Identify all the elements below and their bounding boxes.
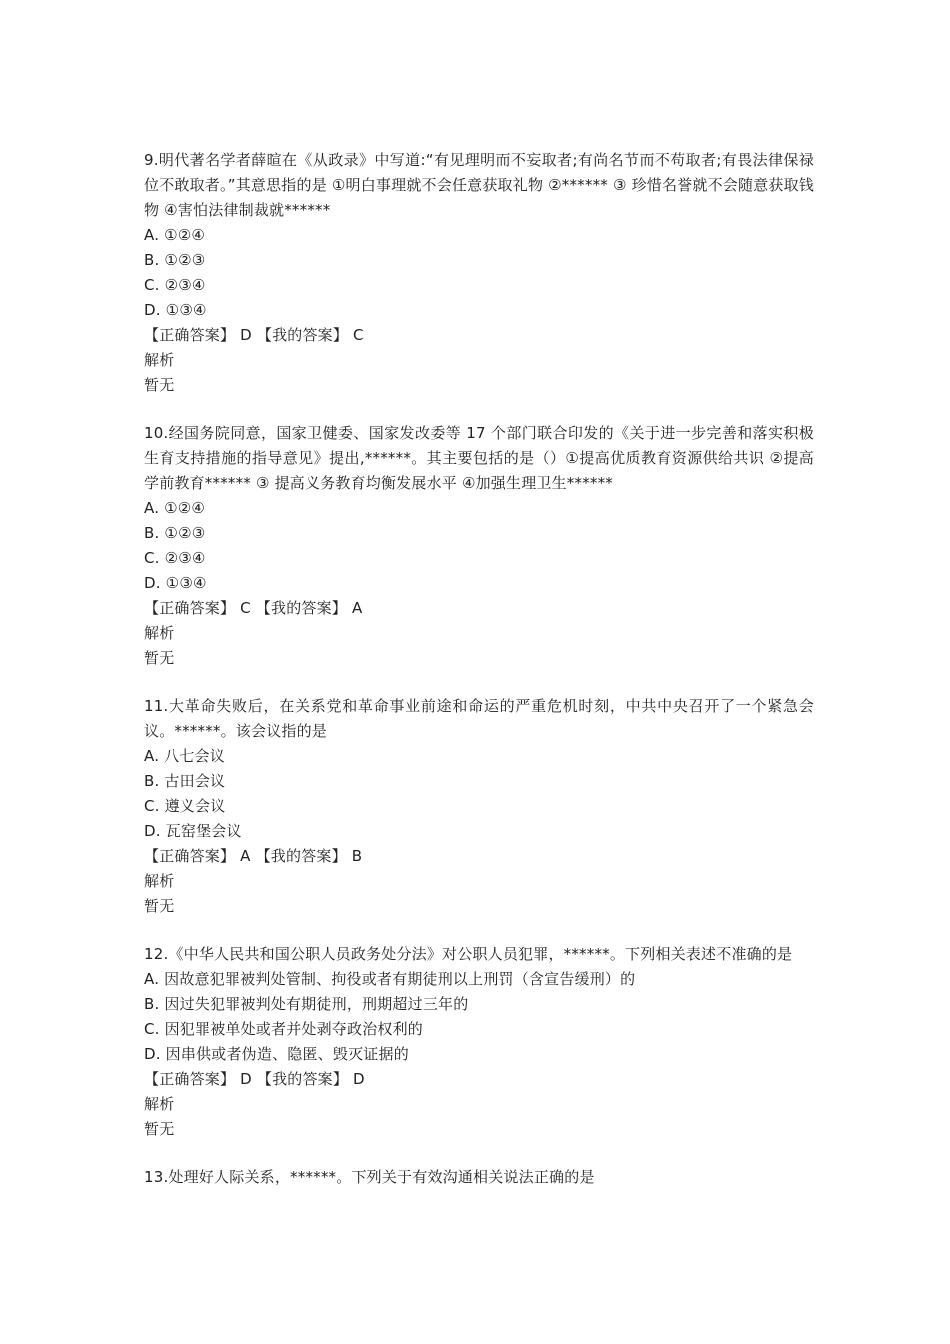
question-12: [144, 942, 814, 1142]
question-13: [144, 1165, 814, 1190]
option-d: D. 瓦窑堡会议: [144, 822, 242, 840]
option-a: A. ①②④: [144, 226, 206, 244]
option-d: D. 因串供或者伪造、隐匿、毁灭证据的: [144, 1045, 409, 1063]
option-b: B. ①②③: [144, 251, 206, 269]
option-b: B. 因过失犯罪被判处有期徒刑，刑期超过三年的: [144, 995, 469, 1013]
option-a: A. 八七会议: [144, 747, 225, 765]
option-c: C. 遵义会议: [144, 797, 226, 815]
option-c: C. ②③④: [144, 549, 206, 567]
question-10: [144, 421, 814, 671]
analysis-label: 解析: [144, 351, 175, 369]
question-text: 12.《中华人民共和国公职人员政务处分法》对公职人员犯罪，******。下列相关表述不准确的是: [144, 945, 793, 963]
option-b: B. ①②③: [144, 524, 206, 542]
option-a: A. ①②④: [144, 499, 206, 517]
analysis-text: 暂无: [144, 1120, 175, 1138]
analysis-label: 解析: [144, 624, 175, 642]
analysis-text: 暂无: [144, 897, 175, 915]
question-list: [144, 148, 814, 1213]
question-11: [144, 694, 814, 919]
answer-line: 【正确答案】 A 【我的答案】 B: [144, 847, 363, 865]
analysis-text: 暂无: [144, 649, 175, 667]
answer-line: 【正确答案】 C 【我的答案】 A: [144, 599, 363, 617]
answer-line: 【正确答案】 D 【我的答案】 D: [144, 1070, 365, 1088]
analysis-text: 暂无: [144, 376, 175, 394]
option-b: B. 古田会议: [144, 772, 226, 790]
option-d: D. ①③④: [144, 574, 207, 592]
option-c: C. ②③④: [144, 276, 206, 294]
answer-line: 【正确答案】 D 【我的答案】 C: [144, 326, 364, 344]
analysis-label: 解析: [144, 1095, 175, 1113]
question-text: 11.大革命失败后，在关系党和革命事业前途和命运的严重危机时刻，中共中央召开了一个紧急会议。******。该会议指的是: [144, 697, 814, 740]
analysis-label: 解析: [144, 872, 175, 890]
question-text: 9.明代著名学者薛暄在《从政录》中写道:“有见理明而不妄取者;有尚名节而不苟取者;有畏法律保禄位不敢取者。”其意思指的是 ①明白事理就不会任意获取礼物 ②****** ③ 珍惜名誉就不会随意获取钱物 ④害怕法律制裁就******: [144, 151, 814, 219]
question-text: 13.处理好人际关系，******。下列关于有效沟通相关说法正确的是: [144, 1168, 595, 1186]
question-9: [144, 148, 814, 398]
question-text: 10.经国务院同意，国家卫健委、国家发改委等 17 个部门联合印发的《关于进一步完善和落实积极生育支持措施的指导意见》提出,******。其主要包括的是（）①提高优质教育资源供给共识 ②提高学前教育****** ③ 提高义务教育均衡发展水平 ④加强生理卫生******: [144, 424, 814, 492]
option-d: D. ①③④: [144, 301, 207, 319]
option-a: A. 因故意犯罪被判处管制、拘役或者有期徒刑以上刑罚（含宣告缓刑）的: [144, 970, 636, 988]
option-c: C. 因犯罪被单处或者并处剥夺政治权利的: [144, 1020, 424, 1038]
